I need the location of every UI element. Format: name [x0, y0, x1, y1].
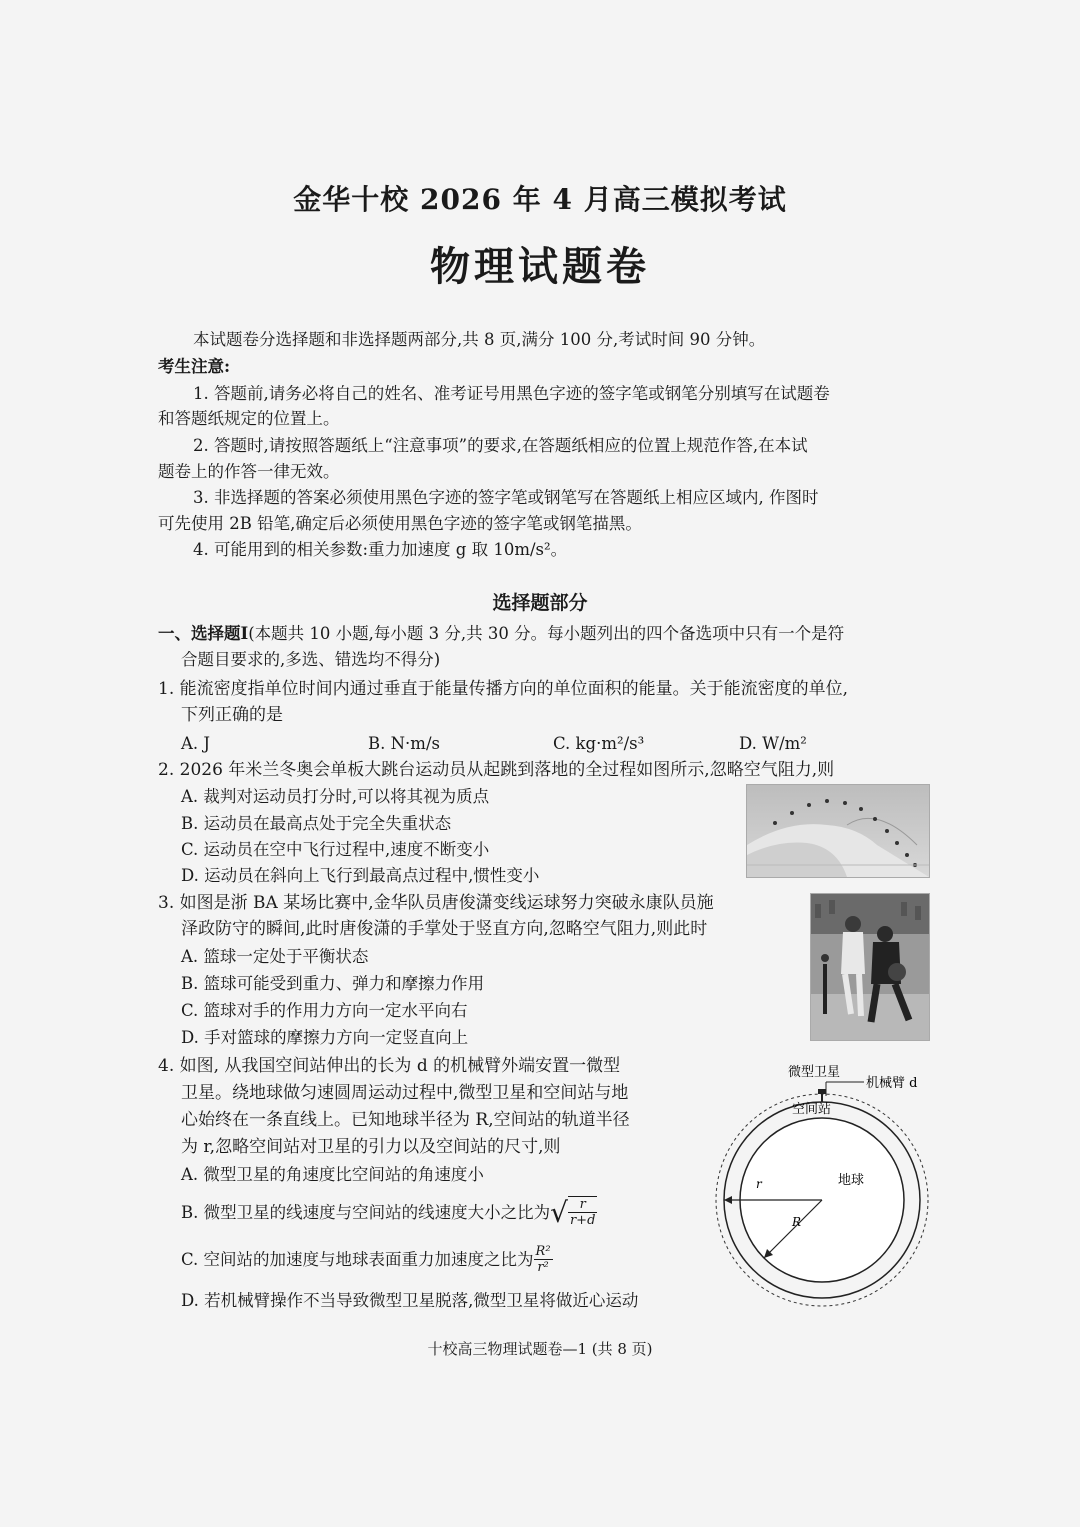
q4-option-a: A. 微型卫星的角速度比空间站的角速度小: [181, 1165, 484, 1184]
q1-option-c: C. kg·m²/s³: [553, 734, 645, 753]
intro-text: 本试题卷分选择题和非选择题两部分,共 8 页,满分 100 分,考试时间 90 分钟。: [193, 330, 766, 349]
orbit-diagram: [712, 1058, 932, 1310]
satellite-label: 微型卫星: [788, 1065, 841, 1080]
q2-stem: 2. 2026 年米兰冬奥会单板大跳台运动员从起跳到落地的全过程如图所示,忽略空气阻力,则: [158, 760, 835, 780]
notice-item-2: 2. 答题时,请按照答题纸上“注意事项”的要求,在答题纸相应的位置上规范作答,在本试: [193, 436, 808, 455]
earth-label: 地球: [838, 1173, 865, 1188]
q2-option-d: D. 运动员在斜向上飞行到最高点过程中,惯性变小: [181, 866, 540, 885]
q1-stem: 1. 能流密度指单位时间内通过垂直于能量传播方向的单位面积的能量。关于能流密度的单位,: [158, 679, 849, 699]
notice-item-1: 1. 答题前,请务必将自己的姓名、准考证号用黑色字迹的签字笔或钢笔分别填写在试题卷: [193, 384, 830, 403]
R-label: R: [792, 1215, 802, 1229]
q3-option-c: C. 篮球对手的作用力方向一定水平向右: [181, 1001, 468, 1020]
sqrt-sign: √: [550, 1195, 568, 1229]
q1-option-a: A. J: [181, 734, 211, 753]
q4-stem: 4. 如图, 从我国空间站伸出的长为 d 的机械臂外端安置一微型: [158, 1056, 621, 1076]
notice-heading: 考生注意:: [158, 357, 231, 376]
part1-instructions-cont: 合题目要求的,多选、错选均不得分): [181, 650, 441, 669]
snowboard-jump-photo: [746, 784, 930, 878]
q3-stem-cont: 泽政防守的瞬间,此时唐俊潇的手掌处于竖直方向,忽略空气阻力,则此时: [181, 919, 708, 939]
page-footer: 十校高三物理试题卷—1 (共 8 页): [427, 1340, 653, 1358]
r-label: r: [756, 1177, 762, 1191]
notice-item-4: 4. 可能用到的相关参数:重力加速度 g 取 10m/s²。: [193, 540, 568, 559]
q3-option-d: D. 手对篮球的摩擦力方向一定竖直向上: [181, 1028, 469, 1047]
notice-item-3-cont: 可先使用 2B 铅笔,确定后必须使用黑色字迹的签字笔或钢笔描黑。: [158, 514, 642, 533]
q4-option-c: [181, 1244, 553, 1275]
arm-label: 机械臂 d: [866, 1076, 918, 1091]
part1-label: 一、选择题Ⅰ: [158, 624, 249, 643]
basketball-photo: [810, 893, 930, 1041]
q4-stem-cont-3: 为 r,忽略空间站对卫星的引力以及空间站的尺寸,则: [181, 1137, 561, 1157]
q4-stem-cont-2: 心始终在一条直线上。已知地球半径为 R,空间站的轨道半径: [181, 1110, 630, 1130]
q3-option-a: A. 篮球一定处于平衡状态: [181, 947, 369, 966]
q4-b-denominator: r+d: [569, 1213, 596, 1228]
part1-instructions: (本题共 10 小题,每小题 3 分,共 30 分。每小题列出的四个备选项中只有一个是符: [248, 624, 845, 643]
q4-c-denominator: r²: [537, 1260, 549, 1275]
section-title: 选择题部分: [492, 592, 588, 614]
q1-option-b: B. N·m/s: [368, 734, 440, 753]
notice-item-3: 3. 非选择题的答案必须使用黑色字迹的签字笔或钢笔写在答题纸上相应区域内, 作图时: [193, 488, 819, 507]
q4-option-c-text: C. 空间站的加速度与地球表面重力加速度之比为: [181, 1250, 534, 1269]
q4-c-numerator: R²: [535, 1244, 551, 1259]
notice-item-2-cont: 题卷上的作答一律无效。: [158, 462, 340, 481]
satellite-marker: [818, 1089, 826, 1094]
q2-option-b: B. 运动员在最高点处于完全失重状态: [181, 814, 452, 833]
q4-option-b: [181, 1196, 597, 1228]
q2-option-a: A. 裁判对运动员打分时,可以将其视为质点: [181, 787, 490, 806]
paper-title: 物理试题卷: [430, 243, 650, 290]
q3-stem: 3. 如图是浙 BA 某场比赛中,金华队员唐俊潇变线运球努力突破永康队员施: [158, 893, 714, 913]
q4-stem-cont-1: 卫星。绕地球做匀速圆周运动过程中,微型卫星和空间站与地: [181, 1083, 629, 1103]
q4-option-d: D. 若机械臂操作不当导致微型卫星脱落,微型卫星将做近心运动: [181, 1291, 639, 1310]
station-label: 空间站: [792, 1102, 832, 1117]
q1-stem-cont: 下列正确的是: [181, 705, 283, 725]
q2-option-c: C. 运动员在空中飞行过程中,速度不断变小: [181, 840, 490, 859]
q1-option-d: D. W/m²: [739, 734, 807, 753]
notice-item-1-cont: 和答题纸规定的位置上。: [158, 409, 340, 428]
q3-option-b: B. 篮球可能受到重力、弹力和摩擦力作用: [181, 974, 485, 993]
exam-title: 金华十校 2026 年 4 月高三模拟考试: [293, 183, 787, 216]
q4-option-b-text: B. 微型卫星的线速度与空间站的线速度大小之比为: [181, 1202, 551, 1222]
q4-b-numerator: r: [568, 1197, 597, 1213]
